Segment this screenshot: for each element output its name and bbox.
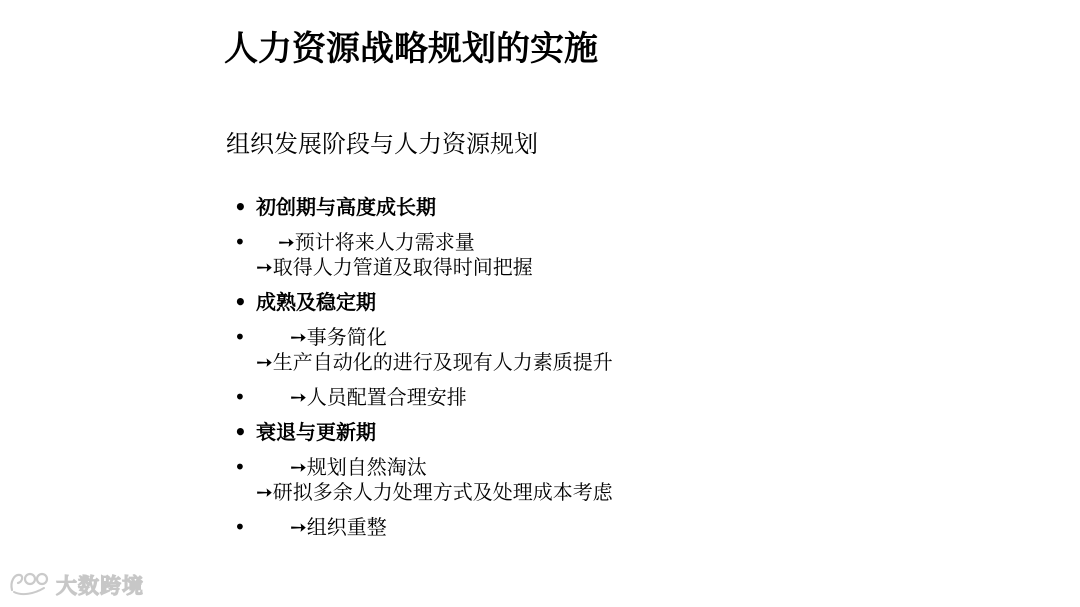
list-item — [232, 325, 792, 375]
list-item — [232, 230, 792, 280]
bullet-dot-icon: • — [234, 230, 246, 254]
bullet-list — [232, 190, 792, 540]
bullet-dot-icon: • — [234, 385, 246, 409]
list-item-heading: 成熟及稳定期 — [256, 290, 376, 314]
list-item — [232, 385, 792, 410]
logo-icon — [8, 570, 52, 600]
slide-subtitle: 组织发展阶段与人力资源规划 — [226, 130, 538, 158]
list-item-heading: 初创期与高度成长期 — [256, 195, 436, 219]
bullet-dot-icon: • — [234, 290, 247, 314]
list-item-text: ➙人员配置合理安排 — [290, 385, 467, 409]
watermark-text: 大数跨境 — [56, 574, 144, 598]
list-item-text: ➙生产自动化的进行及现有人力素质提升 — [256, 350, 613, 374]
list-item-text: ➙预计将来人力需求量 — [278, 230, 475, 254]
bullet-dot-icon: • — [234, 420, 247, 444]
list-item-text: ➙组织重整 — [290, 515, 387, 539]
list-item — [232, 455, 792, 505]
list-item — [232, 515, 792, 540]
list-item — [232, 290, 792, 315]
list-item — [232, 420, 792, 445]
bullet-dot-icon: • — [234, 455, 246, 479]
list-item — [232, 195, 792, 220]
slide-title: 人力资源战略规划的实施 — [224, 29, 598, 69]
bullet-dot-icon: • — [234, 325, 246, 349]
bullet-dot-icon: • — [234, 195, 247, 219]
list-item-text: ➙事务简化 — [290, 325, 387, 349]
watermark — [8, 570, 144, 600]
list-item-text: ➙规划自然淘汰 — [290, 455, 427, 479]
list-item-heading: 衰退与更新期 — [256, 420, 376, 444]
list-item-text: ➙取得人力管道及取得时间把握 — [256, 255, 533, 279]
list-item-text: ➙研拟多余人力处理方式及处理成本考虑 — [256, 480, 613, 504]
bullet-dot-icon: • — [234, 515, 246, 539]
